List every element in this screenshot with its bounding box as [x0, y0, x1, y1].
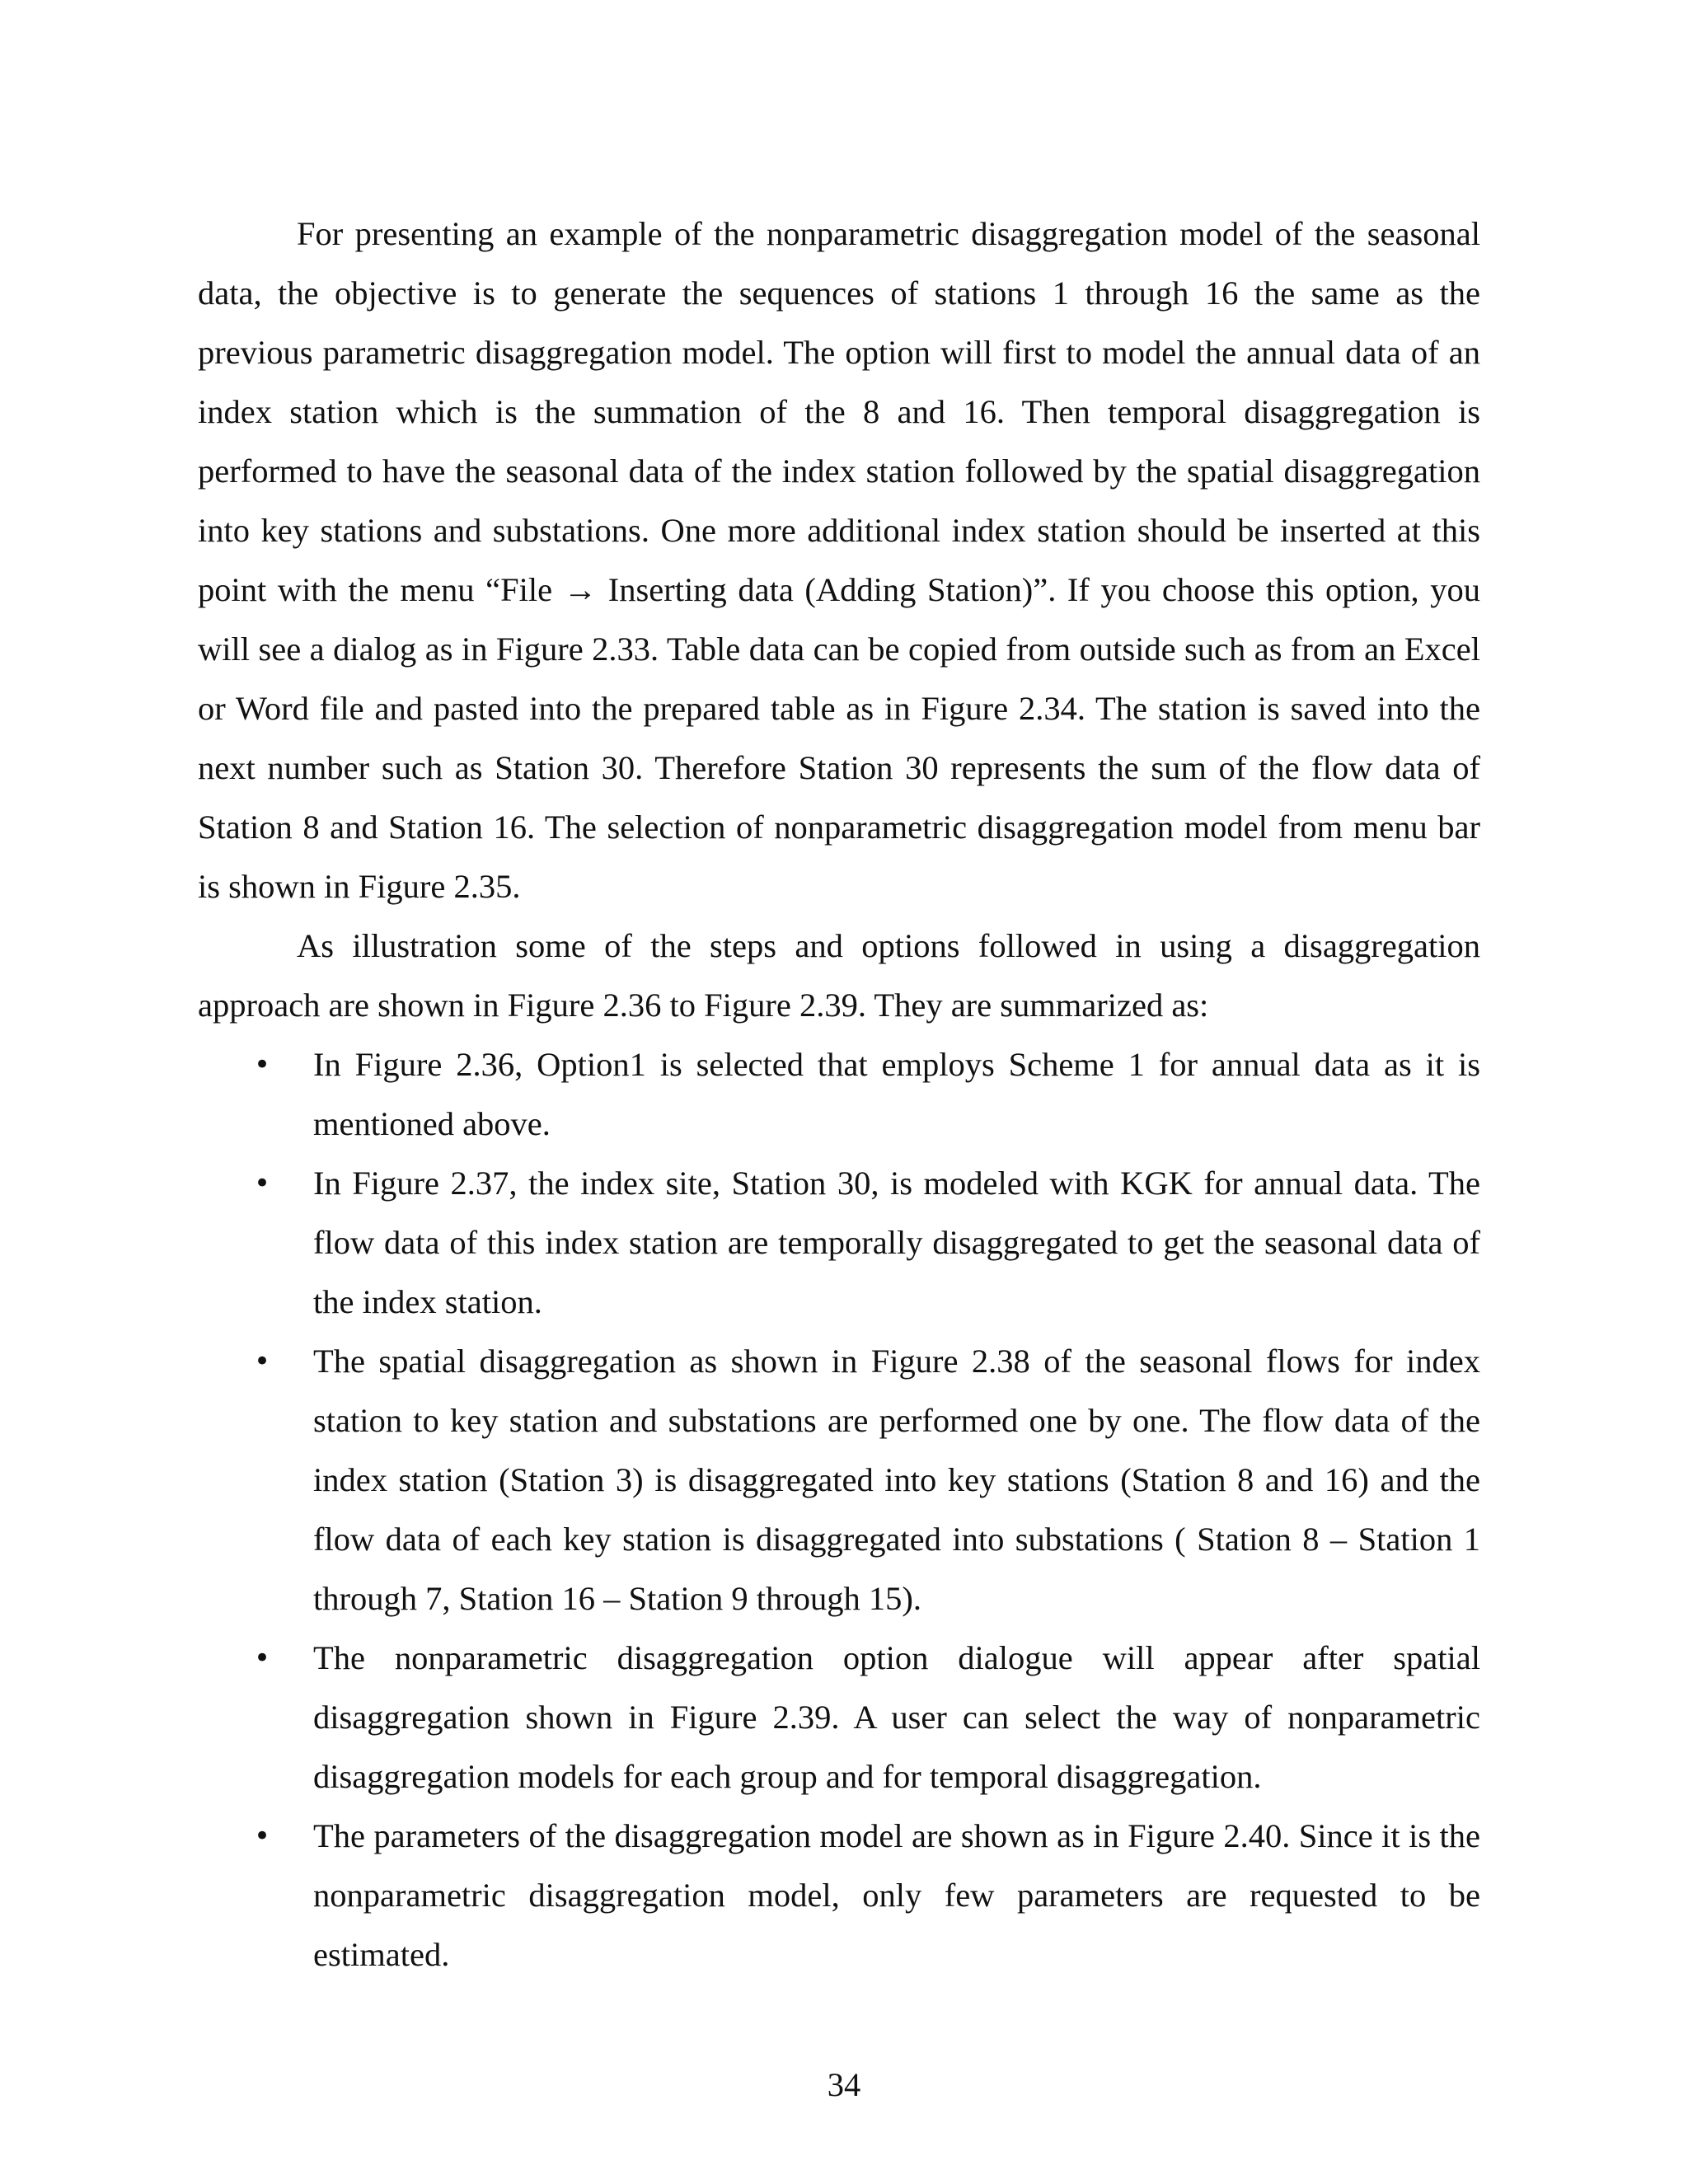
- bullet-icon: •: [253, 1167, 271, 1200]
- page-number: 34: [827, 2066, 861, 2103]
- list-item: [198, 1154, 1480, 1332]
- list-item-text: In Figure 2.36, Option1 is selected that employs Scheme 1 for annual data as it is mentioned above.: [313, 1046, 1480, 1142]
- paragraph-intro: For presenting an example of the nonparametric disaggregation model of the seasonal data, the objective is to generate the sequences of stations 1 through 16 the same as the previous parametric disaggregation model. The option will first to model the annual data of an index station which is the summation of the 8 and 16. Then temporal disaggregation is performed to have the seasonal data of the index station followed by the spatial disaggregation into key stations and substations. One more additional index station should be inserted at this point with the menu “File → Inserting data (Adding Station)”. If you choose this option, you will see a dialog as in Figure 2.33. Table data can be copied from outside such as from an Excel or Word file and pasted into the prepared table as in Figure 2.34. The station is saved into the next number such as Station 30. Therefore Station 30 represents the sum of the flow data of Station 8 and Station 16. The selection of nonparametric disaggregation model from menu bar is shown in Figure 2.35.: [198, 215, 1480, 905]
- list-item-text: The parameters of the disaggregation model are shown as in Figure 2.40. Since it is the nonparametric disaggregation model, only few parameters are requested to be estimated.: [313, 1817, 1480, 1973]
- list-item: [198, 1629, 1480, 1807]
- list-item: [198, 1035, 1480, 1154]
- bullet-icon: •: [253, 1048, 271, 1081]
- list-item-text: In Figure 2.37, the index site, Station 30, is modeled with KGK for annual data. The flow data of this index station are temporally disaggregated to get the seasonal data of the index station.: [313, 1165, 1480, 1320]
- page-body: [198, 204, 1480, 1985]
- bullet-icon: •: [253, 1820, 271, 1853]
- bullet-icon: •: [253, 1345, 271, 1378]
- list-item: [198, 1332, 1480, 1629]
- bullet-icon: •: [253, 1642, 271, 1675]
- list-item: [198, 1807, 1480, 1985]
- bullet-list: [198, 1035, 1480, 1985]
- paragraph-illustration: As illustration some of the steps and options followed in using a disaggregation approach are shown in Figure 2.36 to Figure 2.39. They are summarized as:: [198, 927, 1480, 1024]
- list-item-text: The spatial disaggregation as shown in Figure 2.38 of the seasonal flows for index station to key station and substations are performed one by one. The flow data of the index station (Station 3) is disaggregated into key stations (Station 8 and 16) and the flow data of each key station is disaggregated into substations ( Station 8 – Station 1 through 7, Station 16 – Station 9 through 15).: [313, 1343, 1480, 1617]
- list-item-text: The nonparametric disaggregation option dialogue will appear after spatial disaggregation shown in Figure 2.39. A user can select the way of nonparametric disaggregation models for each group and for temporal disaggregation.: [313, 1639, 1480, 1795]
